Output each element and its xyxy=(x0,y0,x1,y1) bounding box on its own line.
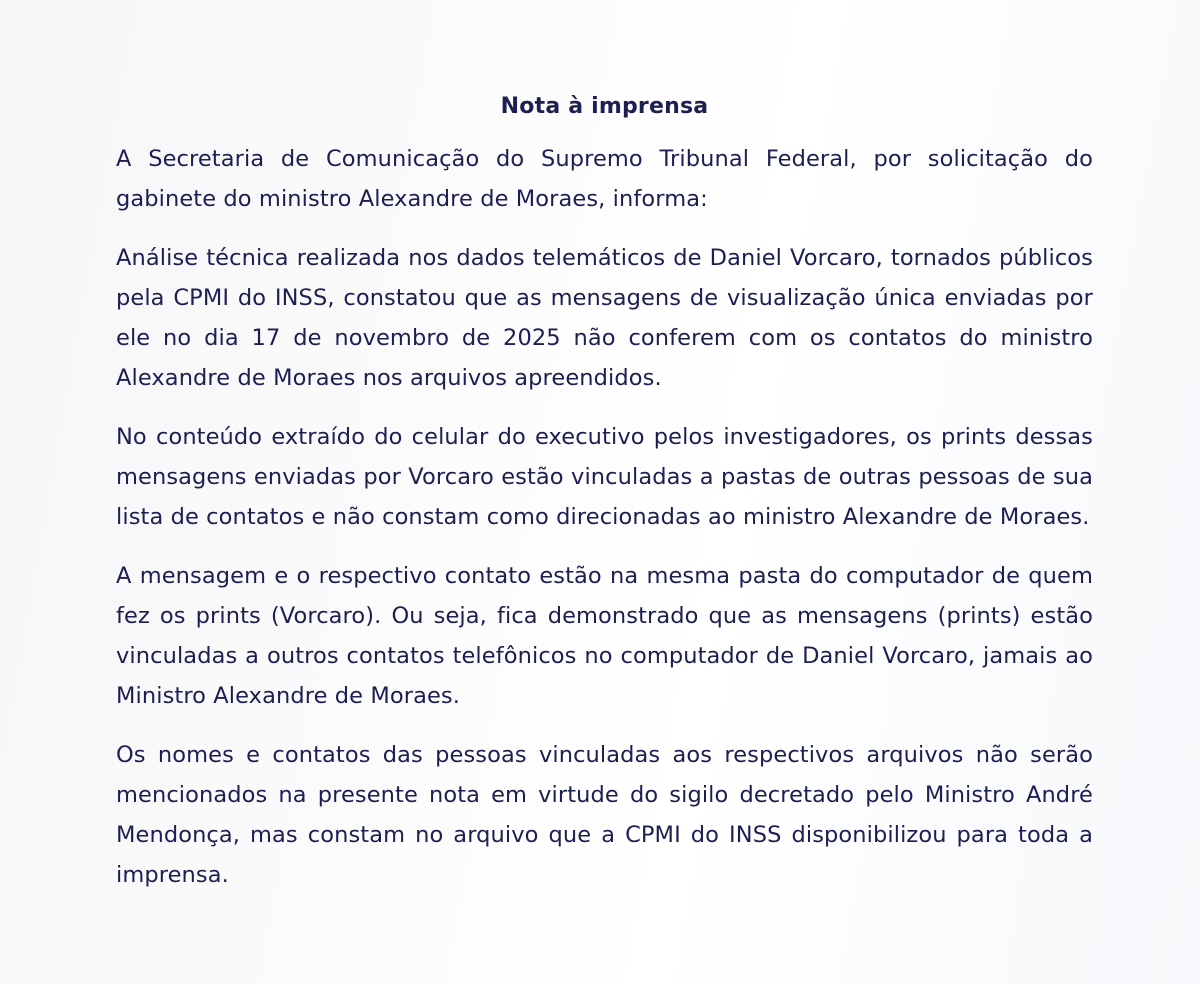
press-note xyxy=(116,92,1093,895)
paragraph-intro: A Secretaria de Comunicação do Supremo Tribunal Federal, por solicitação do gabinete do ministro Alexandre de Moraes, informa: xyxy=(116,146,1093,212)
paragraph-technical-analysis: Análise técnica realizada nos dados telemáticos de Daniel Vorcaro, tornados públicos pela CPMI do INSS, constatou que as mensagens de visualização única enviadas por ele no dia 17 de novembro de 2025 não conferem com os contatos do ministro Alexandre de Moraes nos arquivos apreendidos. xyxy=(116,245,1093,391)
paragraph-confidentiality: Os nomes e contatos das pessoas vinculadas aos respectivos arquivos não serão mencionados na presente nota em virtude do sigilo decretado pelo Ministro André Mendonça, mas constam no arquivo que a CPMI do INSS disponibilizou para toda a imprensa. xyxy=(116,742,1093,888)
paragraph-extracted-content: No conteúdo extraído do celular do executivo pelos investigadores, os prints dessas mensagens enviadas por Vorcaro estão vinculadas a pastas de outras pessoas de sua lista de contatos e não constam como direcionadas ao ministro Alexandre de Moraes. xyxy=(116,424,1093,530)
paragraph-message-folder: A mensagem e o respectivo contato estão na mesma pasta do computador de quem fez os prints (Vorcaro). Ou seja, fica demonstrado que as mensagens (prints) estão vinculadas a outros contatos telefônicos no computador de Daniel Vorcaro, jamais ao Ministro Alexandre de Moraes. xyxy=(116,563,1093,709)
page-title: Nota à imprensa xyxy=(500,94,709,119)
